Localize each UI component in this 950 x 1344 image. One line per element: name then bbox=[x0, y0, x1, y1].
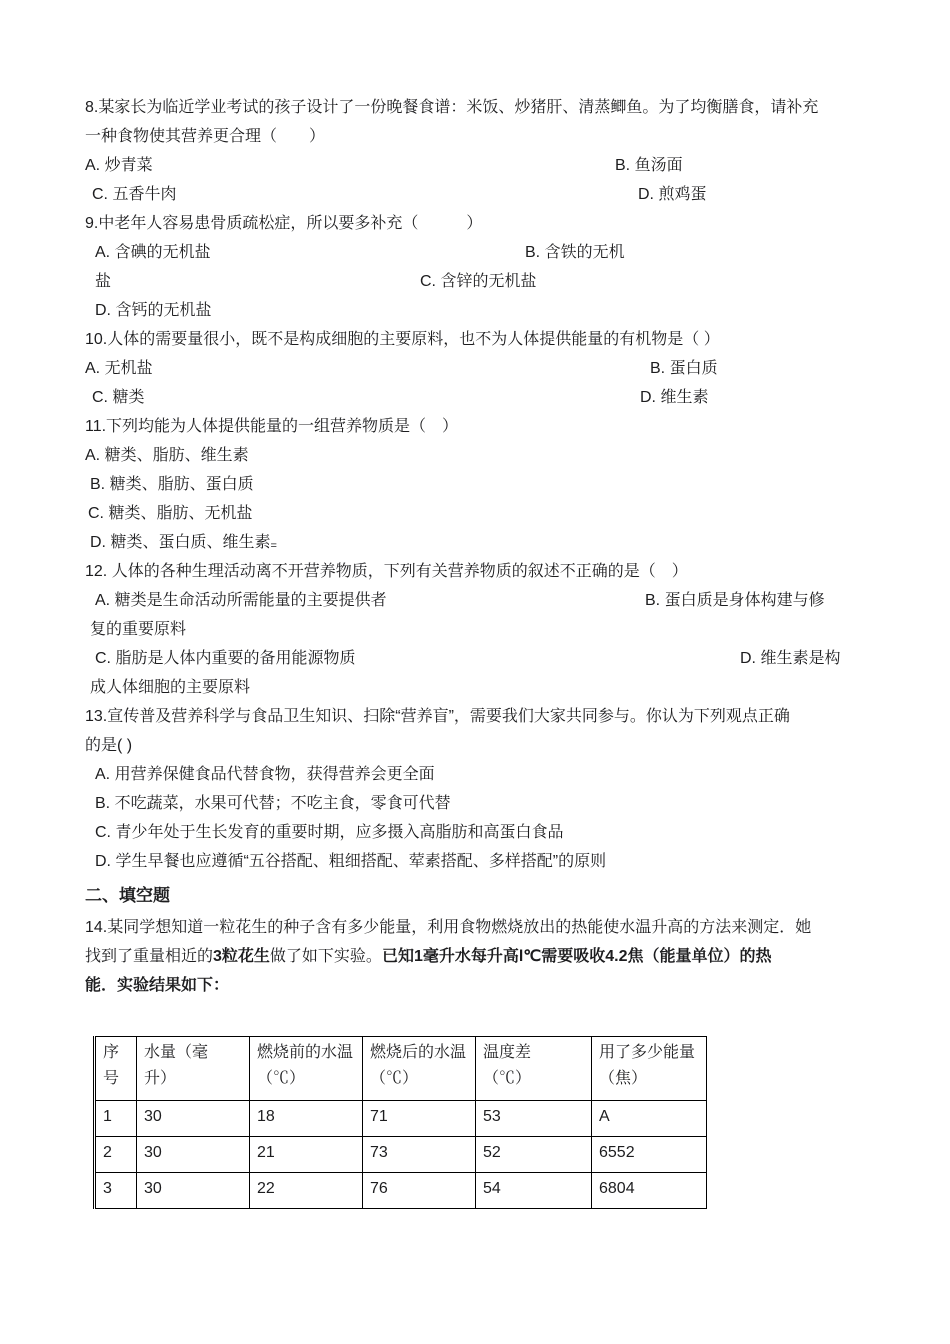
q12-option-d-wrap-line bbox=[85, 673, 870, 702]
q13-option-c: C. 青少年处于生长发育的重要时期，应多摄入高脂肪和高蛋白食品 bbox=[95, 824, 564, 841]
header-line: 号 bbox=[103, 1070, 120, 1087]
table-cell: 73 bbox=[363, 1137, 476, 1173]
q9-option-d: D. 含钙的无机盐 bbox=[95, 302, 212, 319]
q10-option-c: C. 糖类 bbox=[92, 389, 145, 406]
table-row-1 bbox=[95, 1101, 707, 1137]
q9-option-b-part1: B. 含铁的无机 bbox=[525, 244, 625, 261]
header-line: 燃烧前的水温 bbox=[257, 1044, 354, 1061]
table-cell: 76 bbox=[363, 1173, 476, 1209]
table-cell: A bbox=[592, 1101, 707, 1137]
section-heading-fill-in: 二、填空题 bbox=[85, 886, 170, 905]
q10-stem-line bbox=[85, 325, 870, 354]
q11-option-d-line bbox=[85, 528, 870, 557]
q12-option-b-part2: 复的重要原料 bbox=[90, 621, 187, 638]
q12-options-cd bbox=[85, 644, 870, 673]
q10-option-b: B. 蛋白质 bbox=[650, 360, 718, 377]
q14-line2 bbox=[85, 942, 870, 971]
header-line: 升） bbox=[144, 1070, 177, 1087]
header-line: 序 bbox=[103, 1044, 120, 1061]
q13-stem-line2 bbox=[85, 731, 870, 760]
q11-option-d-suffix: = bbox=[270, 540, 277, 552]
table-row-2 bbox=[95, 1137, 707, 1173]
q12-stem-line bbox=[85, 557, 870, 586]
q13-option-b-line bbox=[85, 789, 870, 818]
q8-option-a: A. 炒青菜 bbox=[85, 157, 153, 174]
header-line: 温度差 bbox=[483, 1044, 532, 1061]
q14-line3 bbox=[85, 971, 870, 1000]
q10-options-cd bbox=[85, 383, 870, 412]
q14-line2-normal2: 做了如下实验。 bbox=[269, 948, 382, 965]
q13-option-c-line bbox=[85, 818, 870, 847]
table-cell: 1 bbox=[95, 1101, 137, 1137]
header-cell-energy-used bbox=[592, 1037, 707, 1101]
table-cell: 22 bbox=[250, 1173, 363, 1209]
table-row-3 bbox=[95, 1173, 707, 1209]
table-cell: 2 bbox=[95, 1137, 137, 1173]
q13-stem-text1: 13.宣传普及营养科学与食品卫生知识、扫除“营养盲”，需要我们大家共同参与。你认为下列观点正确 bbox=[85, 708, 790, 725]
q12-option-c: C. 脂肪是人体内重要的备用能源物质 bbox=[95, 650, 356, 667]
table-cell: 3 bbox=[95, 1173, 137, 1209]
header-line: 燃烧后的水温 bbox=[370, 1044, 467, 1061]
table-cell: 30 bbox=[137, 1101, 250, 1137]
q10-options-ab bbox=[85, 354, 870, 383]
q10-option-d: D. 维生素 bbox=[640, 389, 709, 406]
q14-line3-bold: 能．实验结果如下： bbox=[85, 977, 230, 994]
table-cell: 30 bbox=[137, 1173, 250, 1209]
q14-line2-bold2: 已知1毫升水每升高l℃需要吸收4.2焦（能量单位）的热 bbox=[381, 948, 772, 965]
q12-option-d-part2: 成人体细胞的主要原料 bbox=[90, 679, 251, 696]
q13-option-d-line bbox=[85, 847, 870, 876]
q12-option-a: A. 糖类是生命活动所需能量的主要提供者 bbox=[95, 592, 387, 609]
table-cell: 6804 bbox=[592, 1173, 707, 1209]
header-line: （焦） bbox=[599, 1070, 648, 1087]
q11-stem-line bbox=[85, 412, 870, 441]
q8-stem-text1: 8.某家长为临近学业考试的孩子设计了一份晚餐食谱：米饭、炒猪肝、清蒸鲫鱼。为了均衡膳食，请补充 bbox=[85, 99, 819, 116]
q9-stem-line bbox=[85, 209, 870, 238]
q14-line1 bbox=[85, 913, 870, 942]
q11-option-a: A. 糖类、脂肪、维生素 bbox=[85, 447, 249, 464]
q8-stem-line1 bbox=[85, 93, 870, 122]
q11-option-b-line bbox=[85, 470, 870, 499]
q8-option-d: D. 煎鸡蛋 bbox=[638, 186, 707, 203]
q8-options-cd bbox=[85, 180, 870, 209]
q13-option-b: B. 不吃蔬菜，水果可代替；不吃主食，零食可代替 bbox=[95, 795, 451, 812]
q12-options-ab bbox=[85, 586, 870, 615]
q13-stem-line1 bbox=[85, 702, 870, 731]
q10-stem-text: 10.人体的需要量很小，既不是构成细胞的主要原料，也不为人体提供能量的有机物是（ ） bbox=[85, 331, 720, 348]
table-cell: 71 bbox=[363, 1101, 476, 1137]
q13-option-d: D. 学生早餐也应遵循“五谷搭配、粗细搭配、荤素搭配、多样搭配”的原则 bbox=[95, 853, 607, 870]
q9-option-c: C. 含锌的无机盐 bbox=[420, 273, 537, 290]
header-line: 用了多少能量 bbox=[599, 1044, 696, 1061]
header-line: （℃） bbox=[257, 1070, 306, 1087]
q9-stem-text: 9.中老年人容易患骨质疏松症，所以要多补充（ ） bbox=[85, 215, 483, 232]
q12-option-b-wrap-line bbox=[85, 615, 870, 644]
q12-stem-text: 12. 人体的各种生理活动离不开营养物质，下列有关营养物质的叙述不正确的是（ ） bbox=[85, 563, 688, 580]
document-content bbox=[85, 93, 870, 1209]
header-line: （℃） bbox=[370, 1070, 419, 1087]
q11-option-c: C. 糖类、脂肪、无机盐 bbox=[88, 505, 253, 522]
header-cell-temp-after bbox=[363, 1037, 476, 1101]
q14-line2-normal1: 找到了重量相近的 bbox=[85, 948, 214, 965]
q13-stem-text2: 的是( ) bbox=[85, 737, 133, 754]
experiment-results-table bbox=[93, 1036, 707, 1209]
q13-option-a: A. 用营养保健食品代替食物，获得营养会更全面 bbox=[95, 766, 435, 783]
q8-option-c: C. 五香牛肉 bbox=[92, 186, 177, 203]
q14-line1-text: 14.某同学想知道一粒花生的种子含有多少能量，利用食物燃烧放出的热能使水温升高的方法来测定．她 bbox=[85, 919, 812, 936]
q9-options-bc bbox=[85, 267, 870, 296]
q14-line2-bold1: 3粒花生 bbox=[213, 948, 270, 965]
header-cell-temp-diff bbox=[476, 1037, 592, 1101]
header-line: 水量（毫 bbox=[144, 1044, 209, 1061]
q9-options-ab bbox=[85, 238, 870, 267]
q8-stem-line2 bbox=[85, 122, 870, 151]
q10-option-a: A. 无机盐 bbox=[85, 360, 153, 377]
q9-option-b-part2: 盐 bbox=[95, 273, 112, 290]
table-cell: 52 bbox=[476, 1137, 592, 1173]
q9-option-d-line bbox=[85, 296, 870, 325]
table-cell: 54 bbox=[476, 1173, 592, 1209]
q11-option-a-line bbox=[85, 441, 870, 470]
table-cell: 18 bbox=[250, 1101, 363, 1137]
q9-option-a: A. 含碘的无机盐 bbox=[95, 244, 211, 261]
q12-option-b-part1: B. 蛋白质是身体构建与修 bbox=[645, 592, 825, 609]
header-cell-temp-before bbox=[250, 1037, 363, 1101]
q11-option-d-text: D. 糖类、蛋白质、维生素 bbox=[90, 534, 271, 551]
table-cell: 21 bbox=[250, 1137, 363, 1173]
table-cell: 6552 bbox=[592, 1137, 707, 1173]
q8-options-ab bbox=[85, 151, 870, 180]
table-header-row bbox=[95, 1037, 707, 1101]
q11-option-c-line bbox=[85, 499, 870, 528]
q13-option-a-line bbox=[85, 760, 870, 789]
header-line: （℃） bbox=[483, 1070, 532, 1087]
header-cell-index bbox=[95, 1037, 137, 1101]
q11-option-b: B. 糖类、脂肪、蛋白质 bbox=[90, 476, 254, 493]
q11-stem-text: 11.下列均能为人体提供能量的一组营养物质是（ ） bbox=[85, 418, 459, 435]
table-cell: 30 bbox=[137, 1137, 250, 1173]
q8-stem-text2: 一种食物使其营养更合理（ ） bbox=[85, 128, 326, 145]
q12-option-d-part1: D. 维生素是构 bbox=[740, 650, 841, 667]
q8-option-b: B. 鱼汤面 bbox=[615, 157, 683, 174]
header-cell-water-volume bbox=[137, 1037, 250, 1101]
table-cell: 53 bbox=[476, 1101, 592, 1137]
